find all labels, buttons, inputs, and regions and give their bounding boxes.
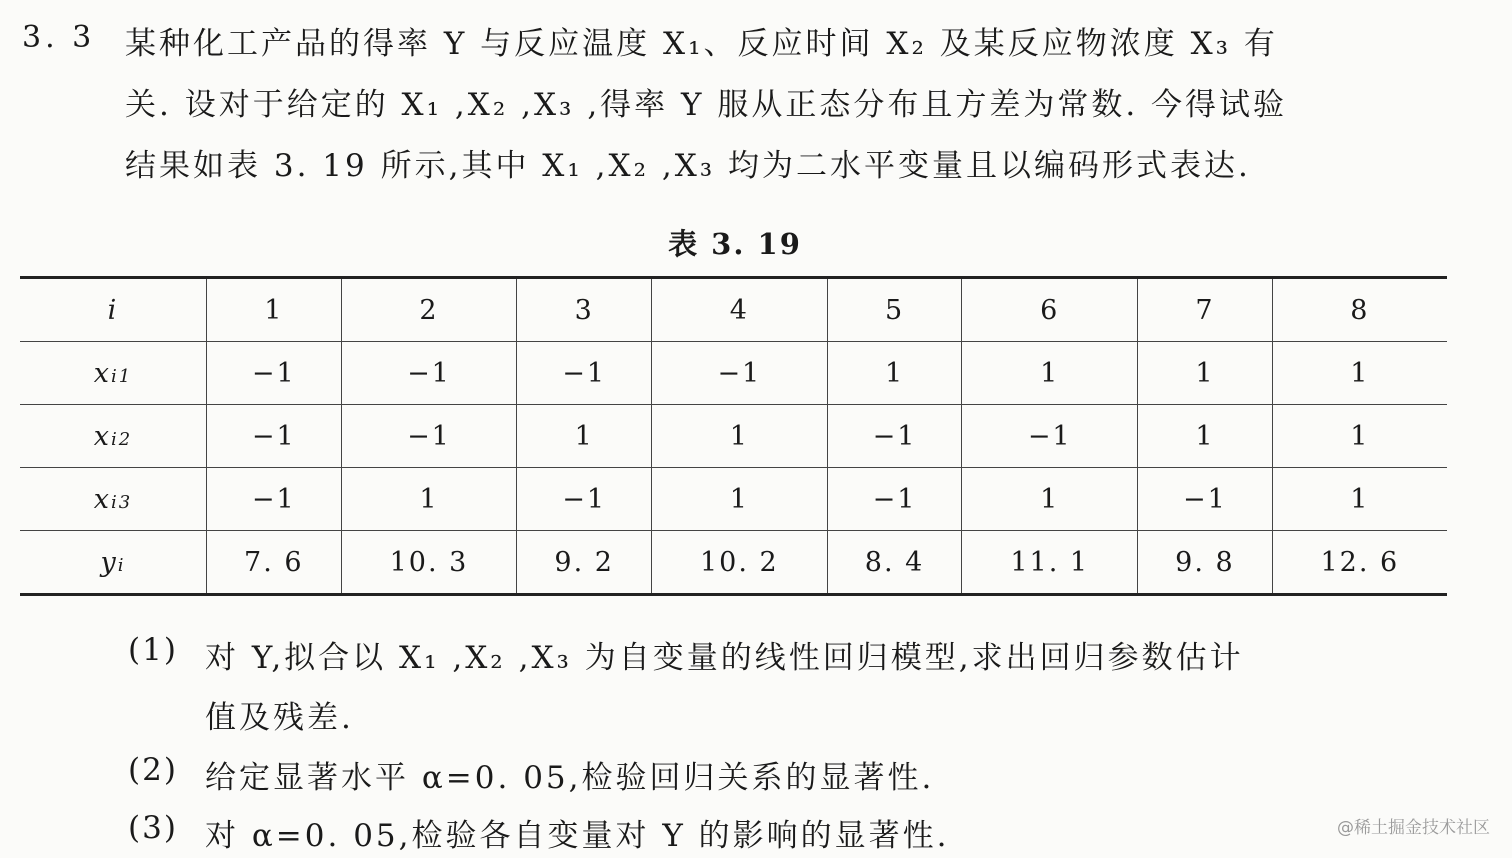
table-cell: 10. 3: [341, 531, 517, 595]
problem-text-line-2: 关. 设对于给定的 X₁ ,X₂ ,X₃ ,得率 Y 服从正态分布且方差为常数. 今得试验: [125, 87, 1288, 123]
table-cell: 10. 2: [651, 531, 827, 595]
row-label-i: i: [20, 278, 207, 342]
watermark: @稀土掘金技术社区: [1337, 818, 1490, 838]
question-2-text: 给定显著水平 α=0. 05,检验回归关系的显著性.: [205, 760, 935, 796]
data-table: [20, 276, 1447, 596]
table-cell: 3: [517, 278, 652, 342]
table-cell: 1: [651, 468, 827, 531]
table-cell: 11. 1: [962, 531, 1138, 595]
table-row-y: [20, 531, 1447, 595]
table-cell: 5: [827, 278, 962, 342]
table-cell: −1: [207, 342, 342, 405]
table-cell: 9. 8: [1138, 531, 1273, 595]
question-3-text: 对 α=0. 05,检验各自变量对 Y 的影响的显著性.: [205, 818, 950, 854]
table-row-x3: [20, 468, 1447, 531]
problem-text-line-3: 结果如表 3. 19 所示,其中 X₁ ,X₂ ,X₃ 均为二水平变量且以编码形式表达.: [125, 148, 1251, 184]
question-3-label: (3): [128, 810, 178, 846]
row-label-xi2: xi2: [20, 405, 207, 468]
table-caption: 表 3. 19: [668, 227, 802, 261]
table-cell: −1: [827, 405, 962, 468]
table-cell: −1: [517, 468, 652, 531]
table-cell: 12. 6: [1320, 546, 1400, 578]
table-cell: −1: [341, 405, 517, 468]
table-cell: 1: [962, 468, 1138, 531]
table-cell: 1: [341, 468, 517, 531]
row-label-xi1: xi1: [20, 342, 207, 405]
table-cell: 1: [962, 342, 1138, 405]
table-cell: 7: [1138, 278, 1273, 342]
table-cell: −1: [827, 468, 962, 531]
table-cell: −1: [341, 342, 517, 405]
table-cell: 1: [827, 342, 962, 405]
row-label-xi3: xi3: [20, 468, 207, 531]
table-row-x1: [20, 342, 1447, 405]
table-cell: 7. 6: [207, 531, 342, 595]
table-cell: −1: [207, 405, 342, 468]
table-cell: 4: [651, 278, 827, 342]
table-row-index: [20, 278, 1447, 342]
table-cell: 1: [1138, 405, 1273, 468]
table-cell: 8: [1272, 278, 1447, 342]
table-cell: 1: [1272, 342, 1447, 405]
row-label-yi: yi: [20, 531, 207, 595]
table-cell: 8. 4: [827, 531, 962, 595]
problem-number: 3. 3: [22, 20, 96, 55]
table-cell: 1: [1138, 342, 1273, 405]
table-cell: 6: [962, 278, 1138, 342]
table-cell: 1: [651, 405, 827, 468]
question-1-text-line-1: 对 Y,拟合以 X₁ ,X₂ ,X₃ 为自变量的线性回归模型,求出回归参数估计: [205, 640, 1244, 676]
table-cell: 1: [207, 278, 342, 342]
table-cell: −1: [207, 468, 342, 531]
question-1-text-line-2: 值及残差.: [205, 700, 354, 736]
table-cell: 9. 2: [517, 531, 652, 595]
table-cell: −1: [651, 342, 827, 405]
table-cell: −1: [517, 342, 652, 405]
table-cell: −1: [1138, 468, 1273, 531]
table-cell: 1: [1272, 405, 1447, 468]
table-row-x2: [20, 405, 1447, 468]
table-cell: −1: [962, 405, 1138, 468]
table-cell: 2: [341, 278, 517, 342]
table-cell: 1: [1272, 468, 1447, 531]
problem-text-line-1: 某种化工产品的得率 Y 与反应温度 X₁、反应时间 X₂ 及某反应物浓度 X₃ 有: [125, 26, 1278, 62]
question-1-label: (1): [128, 632, 178, 668]
question-2-label: (2): [128, 752, 178, 788]
table-cell: 1: [517, 405, 652, 468]
